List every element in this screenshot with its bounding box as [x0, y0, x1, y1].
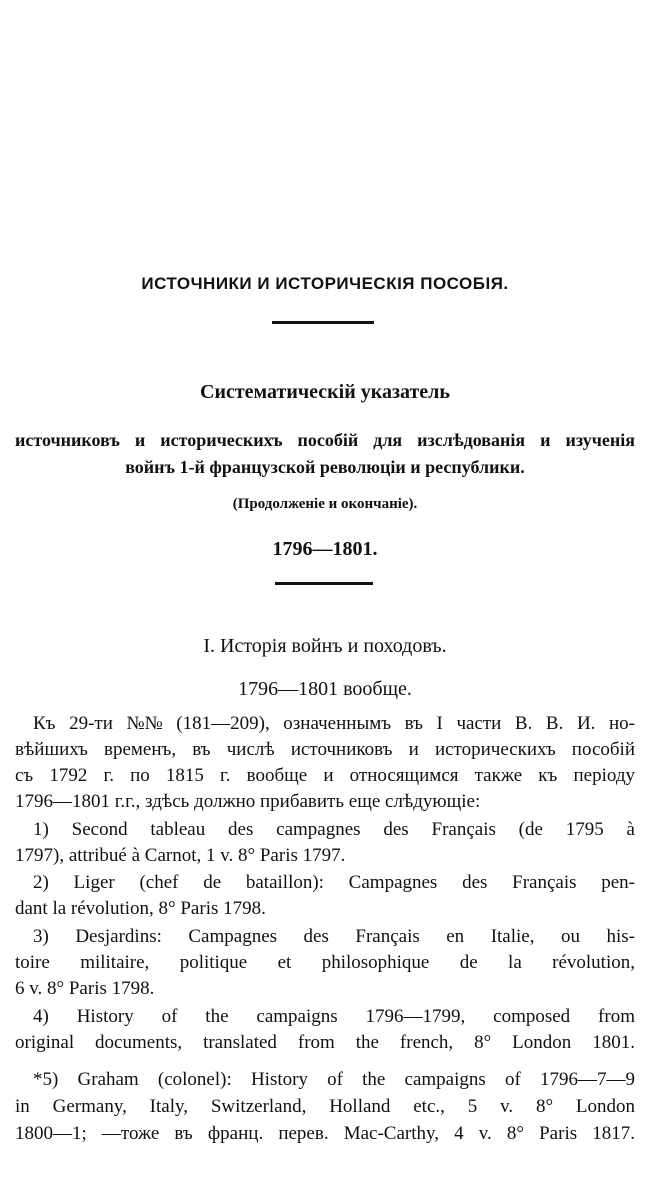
chapter-subtitle — [0, 677, 650, 701]
period — [0, 537, 650, 561]
text-line: toire militaire, politique et philosophique de la révolution, — [15, 952, 635, 973]
text-line: съ 1792 г. по 1815 г. вообще и относящимся также къ періоду — [15, 765, 635, 786]
divider — [272, 321, 374, 324]
text-line: 6 v. 8° Paris 1798. — [15, 978, 155, 999]
subtitle-line — [15, 428, 635, 452]
text-line: 3) Desjardins: Campagnes des Français en Italie, ou his- — [33, 926, 635, 947]
section-header — [0, 272, 650, 296]
page-title — [0, 380, 650, 404]
text-line: 1) Second tableau des campagnes des Français (de 1795 à — [33, 819, 635, 840]
text-line: 1796—1801 г.г., здѣсь должно прибавить еще слѣдующіе: — [15, 791, 481, 812]
text-line: 1796—1801 вообще. — [238, 678, 412, 700]
text-line: 1800—1; —тоже въ франц. перев. Mac-Carthy, 4 v. 8° Paris 1817. — [15, 1123, 635, 1144]
subtitle-line — [0, 455, 650, 479]
text-line: 1796—1801. — [272, 538, 378, 560]
section-header-text: ИСТОЧНИКИ И ИСТОРИЧЕСКІЯ ПОСОБІЯ. — [141, 274, 509, 293]
text-line: Къ 29-ти №№ (181—209), означеннымъ въ I части В. В. И. но- — [33, 713, 635, 734]
chapter-title — [0, 634, 650, 658]
divider — [275, 582, 373, 585]
text-line: I. Исторія войнъ и походовъ. — [203, 635, 447, 657]
text-line: in Germany, Italy, Switzerland, Holland etc., 5 v. 8° London — [15, 1096, 635, 1117]
text-line: dant la révolution, 8° Paris 1798. — [15, 898, 266, 919]
text-line: 1797), attribué à Carnot, 1 v. 8° Paris 1797. — [15, 845, 346, 866]
text-line: original documents, translated from the french, 8° London 1801. — [15, 1032, 635, 1053]
text-line: войнъ 1-й французской революціи и республики. — [125, 457, 525, 477]
continuation-note — [0, 492, 650, 516]
text-line: 4) History of the campaigns 1796—1799, composed from — [33, 1006, 635, 1027]
text-line: *5) Graham (colonel): History of the campaigns of 1796—7—9 — [33, 1069, 635, 1090]
text-line: 2) Liger (chef de bataillon): Campagnes des Français pen- — [33, 872, 635, 893]
text-line: (Продолженіе и окончаніе). — [232, 496, 418, 512]
text-line: вѣйшихъ временъ, въ числѣ источниковъ и историческихъ пособій — [15, 739, 635, 760]
text-line: источниковъ и историческихъ пособій для изслѣдованія и изученія — [15, 430, 635, 450]
page-title-text: Систематическій указатель — [200, 381, 450, 403]
